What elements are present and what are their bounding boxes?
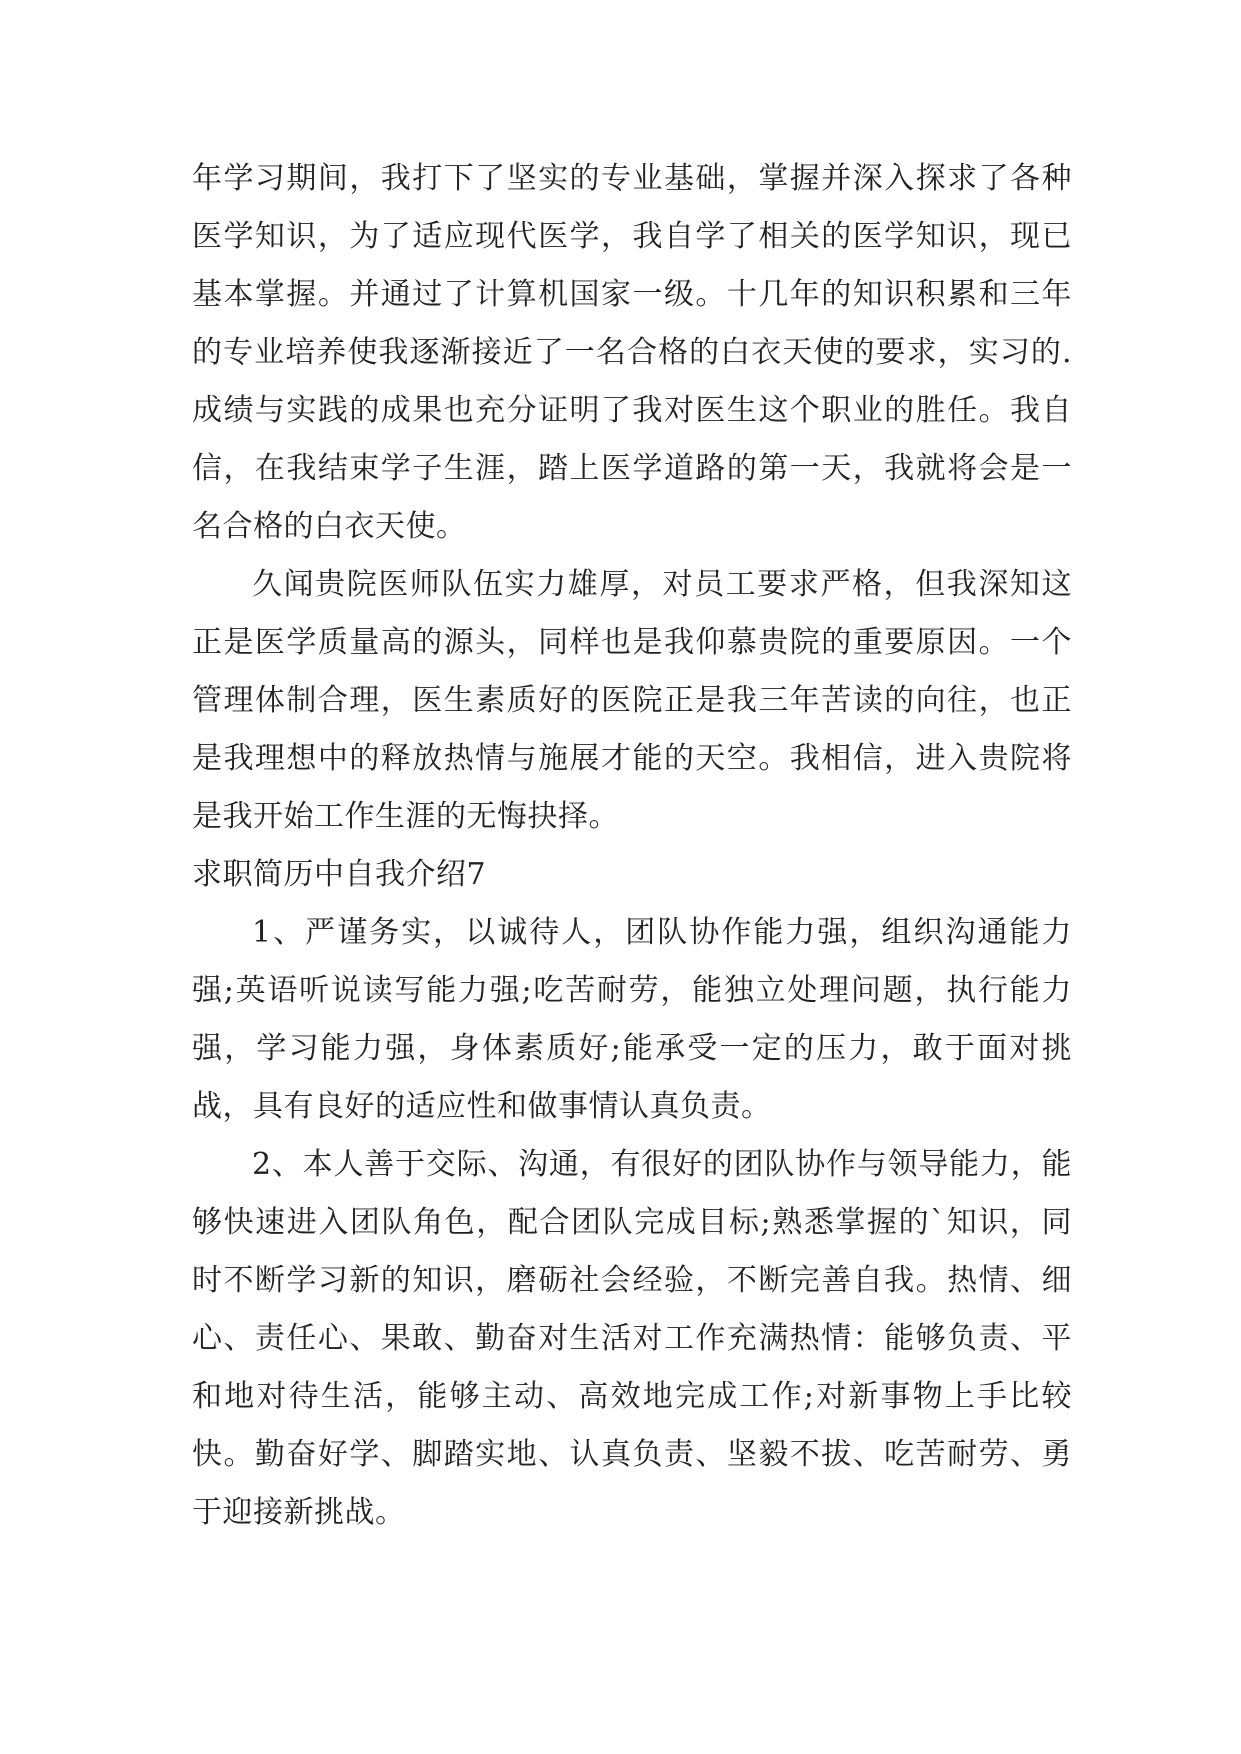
list-item-2: 2、本人善于交际、沟通，有很好的团队协作与领导能力，能够快速进入团队角色，配合团队完成目标;熟悉掌握的`知识，同时不断学习新的知识，磨砺社会经验，不断完善自我。热情、细心、责任心、果敢、勤奋对生活对工作充满热情：能够负责、平和地对待生活，能够主动、高效地完成工作;对新事物上手比较快。勤奋好学、脚踏实地、认真负责、坚毅不拔、吃苦耐劳、勇于迎接新挑战。 [192,1147,1072,1530]
section-heading: 求职简历中自我介绍7 [192,857,487,892]
paragraph-continued: 年学习期间，我打下了坚实的专业基础，掌握并深入探求了各种医学知识，为了适应现代医学，我自学了相关的医学知识，现已基本掌握。并通过了计算机国家一级。十几年的知识积累和三年的专业培养使我逐渐接近了一名合格的白衣天使的要求，实习的.成绩与实践的成果也充分证明了我对医生这个职业的胜任。我自信，在我结束学子生涯，踏上医学道路的第一天，我就将会是一名合格的白衣天使。 [192,161,1072,544]
paragraph-hospital: 久闻贵院医师队伍实力雄厚，对员工要求严格，但我深知这正是医学质量高的源头，同样也是我仰慕贵院的重要原因。一个管理体制合理，医生素质好的医院正是我三年苦读的向往，也正是我理想中的释放热情与施展才能的天空。我相信，进入贵院将是我开始工作生涯的无悔抉择。 [192,567,1072,834]
document-body [192,150,1072,1542]
list-item-1: 1、严谨务实，以诚待人，团队协作能力强，组织沟通能力强;英语听说读写能力强;吃苦耐劳，能独立处理问题，执行能力强，学习能力强，身体素质好;能承受一定的压力，敢于面对挑战，具有良好的适应性和做事情认真负责。 [192,915,1072,1124]
